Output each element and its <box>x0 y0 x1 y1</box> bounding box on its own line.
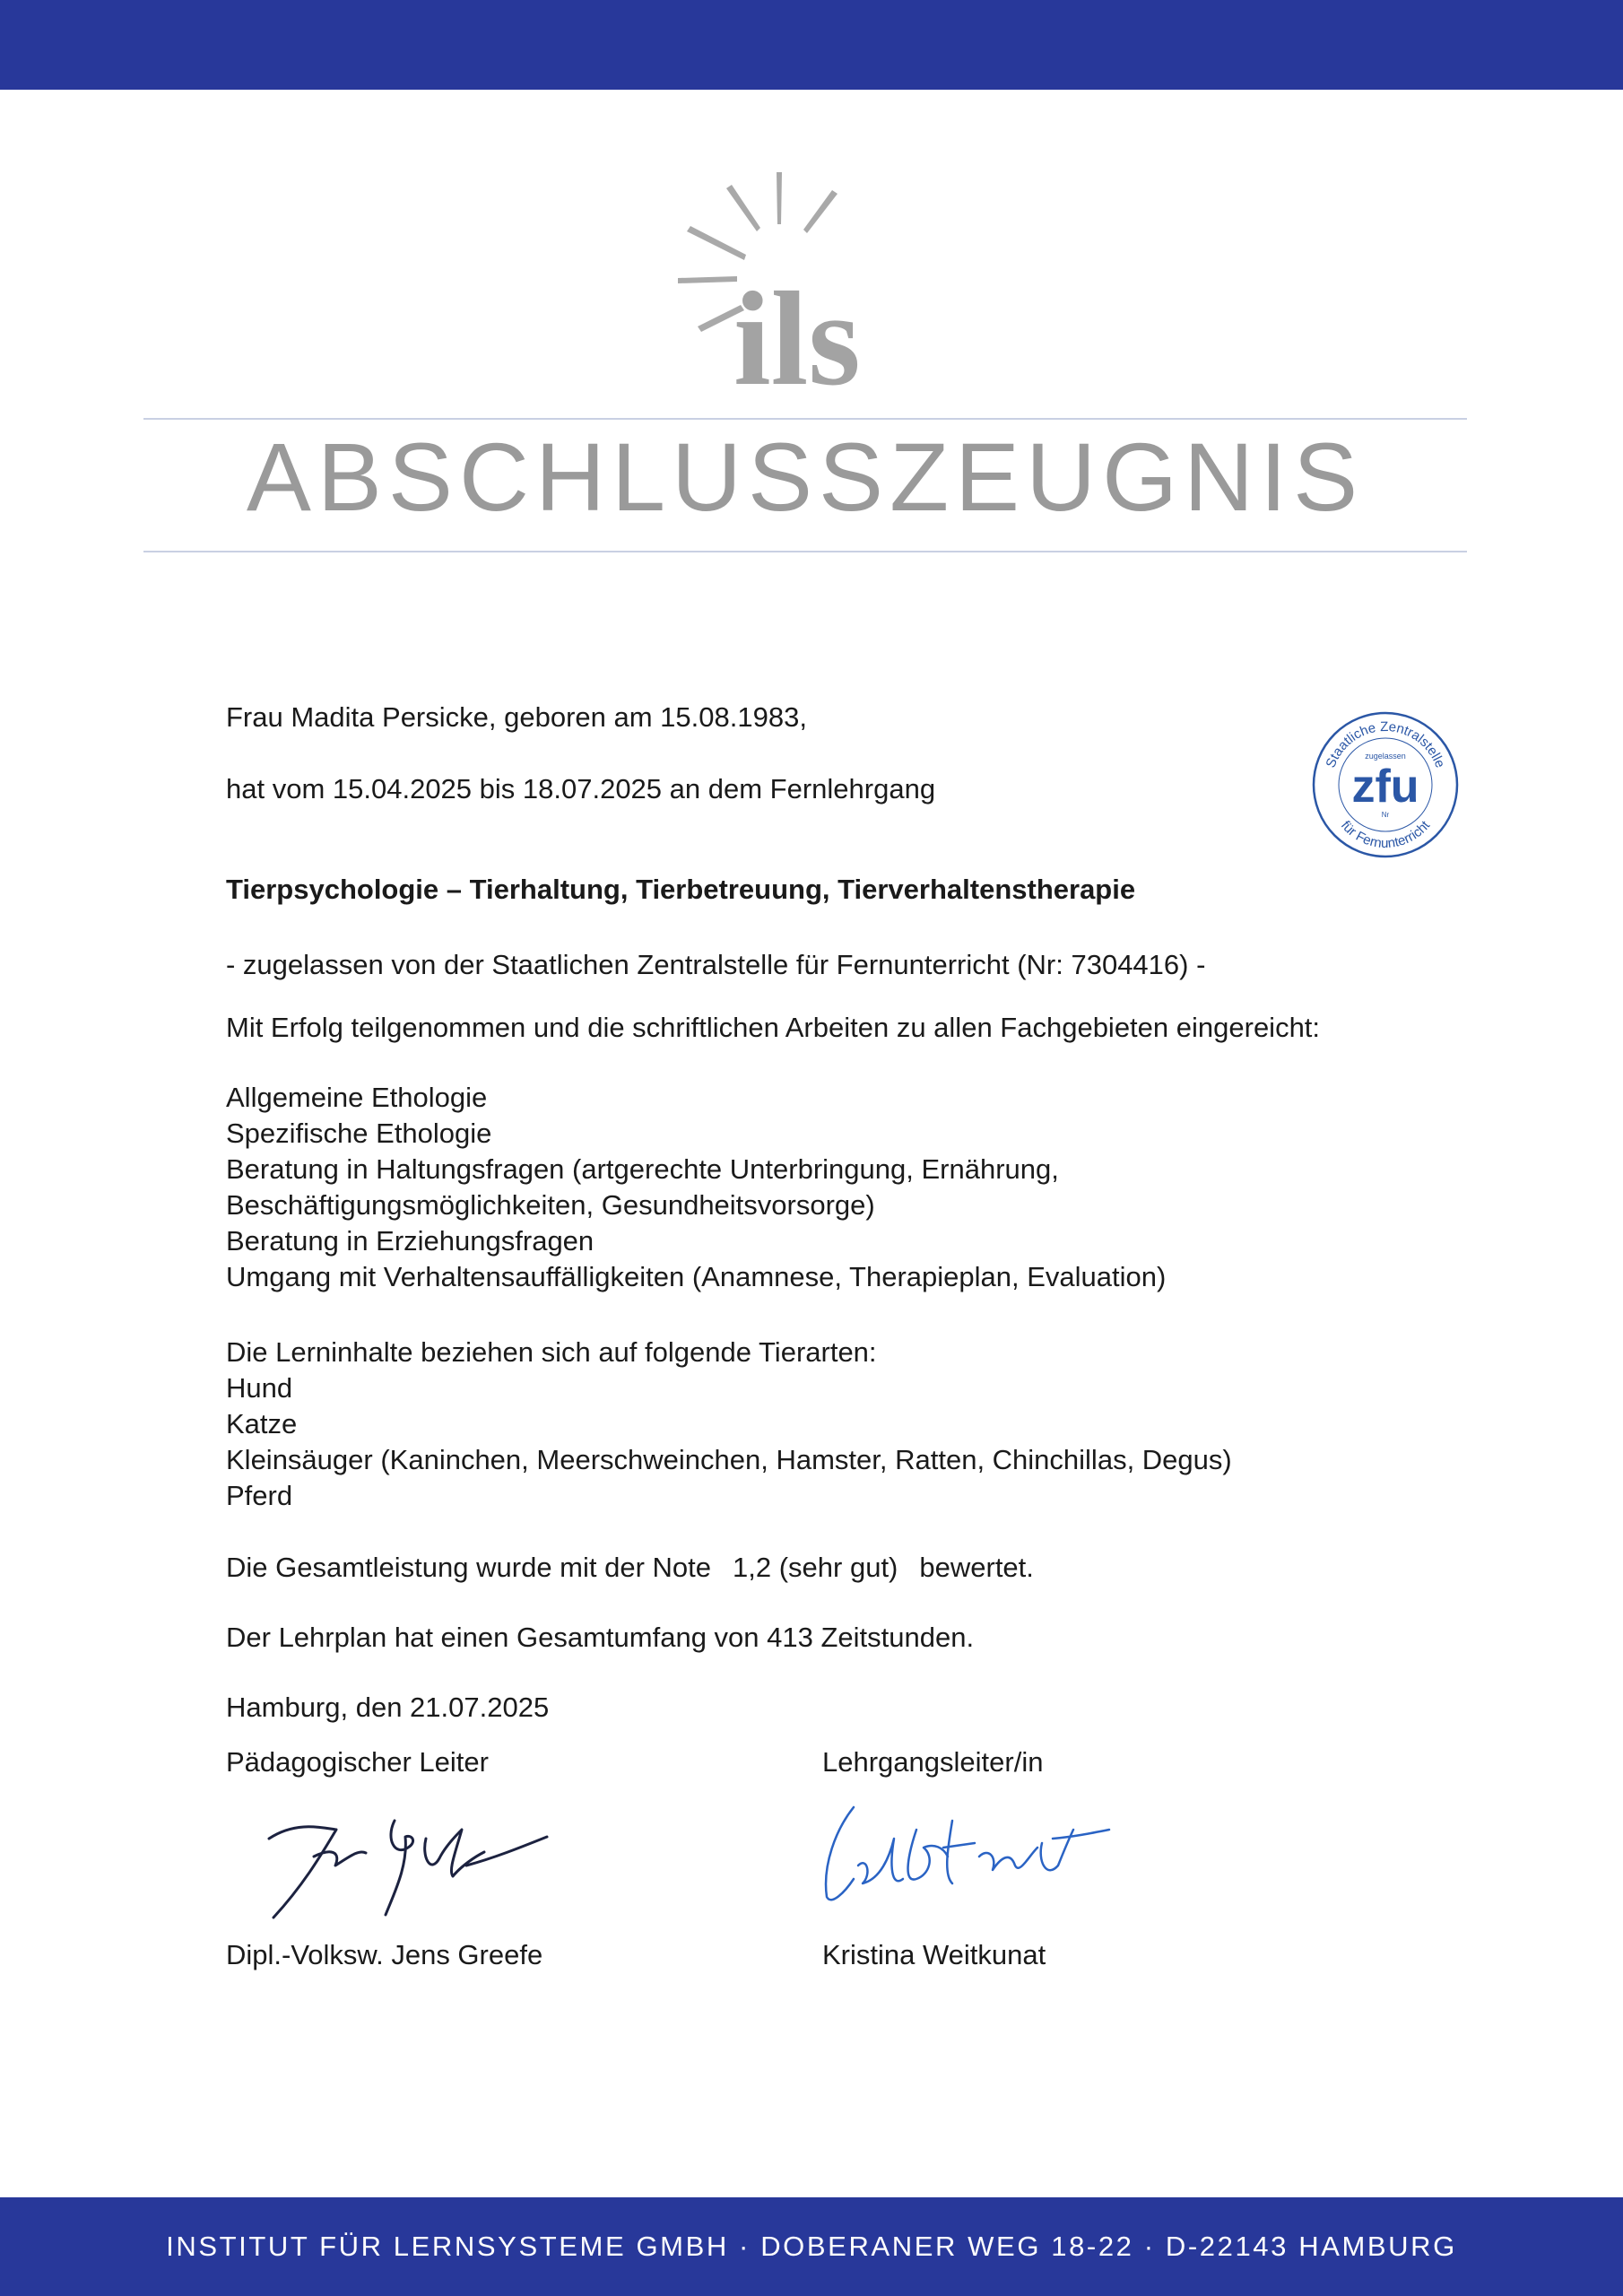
grade-value: 1,2 (sehr gut) <box>733 1552 898 1583</box>
document-title: ABSCHLUSSZEUGNIS <box>246 422 1365 531</box>
footer-address: INSTITUT FÜR LERNSYSTEME GMBH · DOBERANER WEG 18-22 · D-22143 HAMBURG <box>166 2231 1457 2262</box>
list-item: Umgang mit Verhaltensauffälligkeiten (Anamnese, Therapieplan, Evaluation) <box>226 1261 1167 1292</box>
list-item: Spezifische Ethologie <box>226 1118 492 1149</box>
logo-text: ils <box>733 265 861 395</box>
success-line: Mit Erfolg teilgenommen und die schriftlichen Arbeiten zu allen Fachgebieten eingereicht: <box>226 1012 1321 1043</box>
title-rule-bottom <box>143 551 1467 552</box>
place-date: Hamburg, den 21.07.2025 <box>226 1692 550 1723</box>
ils-logo <box>664 161 933 395</box>
grade-prefix: Die Gesamtleistung wurde mit der Note <box>226 1552 712 1583</box>
seal-arc-bottom: für Fernunterricht <box>1337 818 1434 852</box>
right-signatory-role: Lehrgangsleiter/in <box>822 1746 1044 1778</box>
footer-band <box>0 2197 1623 2296</box>
list-item: Allgemeine Ethologie <box>226 1082 488 1113</box>
animal-list <box>226 1370 1232 1514</box>
left-signatory-role: Pädagogischer Leiter <box>226 1746 489 1778</box>
list-item: Beschäftigungsmöglichkeiten, Gesundheitsvorsorge) <box>226 1189 875 1221</box>
list-item: Beratung in Erziehungsfragen <box>226 1225 595 1257</box>
right-signature <box>818 1794 1114 1924</box>
seal-mark: zfu <box>1351 761 1419 813</box>
subject-list <box>226 1080 1166 1295</box>
recipient-line: Frau Madita Persicke, geboren am 15.08.1983, <box>226 701 807 733</box>
list-item: Katze <box>226 1408 298 1439</box>
title-rule-top <box>143 418 1467 420</box>
animals-intro: Die Lerninhalte beziehen sich auf folgende Tierarten: <box>226 1336 877 1368</box>
seal-nr: Nr <box>1381 811 1390 819</box>
course-title: Tierpsychologie – Tierhaltung, Tierbetreuung, Tierverhaltenstherapie <box>226 874 1136 905</box>
list-item: Hund <box>226 1372 293 1404</box>
list-item: Kleinsäuger (Kaninchen, Meerschweinchen, Hamster, Ratten, Chinchillas, Degus) <box>226 1444 1232 1475</box>
right-signatory-name: Kristina Weitkunat <box>822 1939 1046 1970</box>
sun-rays-icon <box>664 161 933 395</box>
grade-suffix: bewertet. <box>919 1552 1034 1583</box>
left-signatory-name: Dipl.-Volksw. Jens Greefe <box>226 1939 543 1970</box>
zfu-seal <box>1309 709 1462 861</box>
period-line: hat vom 15.04.2025 bis 18.07.2025 an dem Fernlehrgang <box>226 773 936 804</box>
left-signature <box>260 1803 565 1933</box>
approval-line: - zugelassen von der Staatlichen Zentralstelle für Fernunterricht (Nr: 7304416) - <box>226 949 1206 980</box>
seal-arc-top: Staatliche Zentralstelle <box>1323 718 1448 770</box>
top-band <box>0 0 1623 90</box>
list-item: Pferd <box>226 1480 293 1511</box>
grade-line <box>226 1550 1034 1586</box>
hours-line: Der Lehrplan hat einen Gesamtumfang von 413 Zeitstunden. <box>226 1622 975 1653</box>
seal-small-text: zugelassen <box>1365 752 1406 761</box>
list-item: Beratung in Haltungsfragen (artgerechte Unterbringung, Ernährung, <box>226 1153 1059 1185</box>
